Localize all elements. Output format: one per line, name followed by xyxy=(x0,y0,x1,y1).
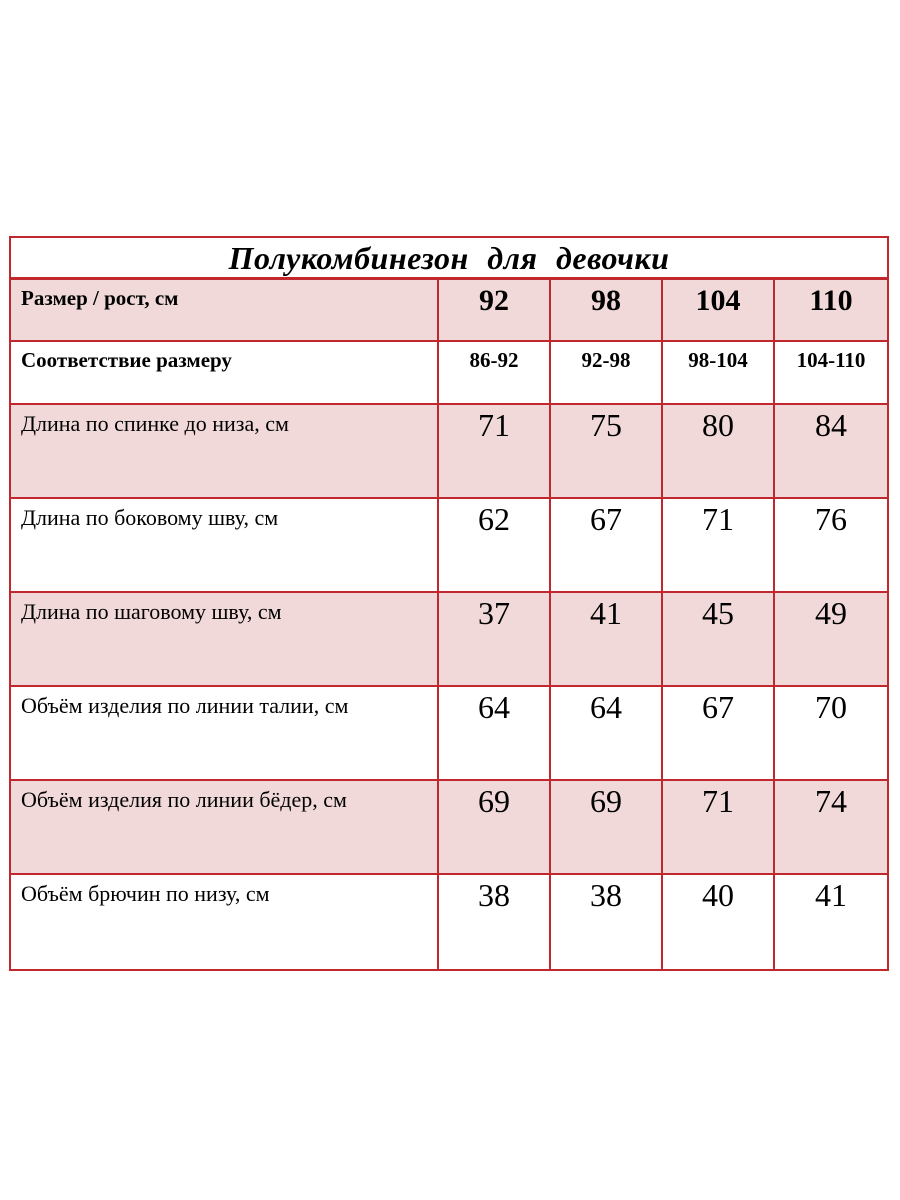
measurement-value: 84 xyxy=(815,407,847,443)
size-header-label: Размер / рост, см xyxy=(11,280,439,340)
table-title-row xyxy=(11,238,887,280)
measurement-value: 40 xyxy=(663,875,775,969)
size-header-98: 98 xyxy=(551,280,663,340)
measurement-label: Объём брючин по низу, см xyxy=(11,875,439,969)
measurement-value: 62 xyxy=(439,499,551,591)
measurement-value: 38 xyxy=(551,875,663,969)
measurement-value: 80 xyxy=(663,405,775,497)
measurement-value: 37 xyxy=(439,593,551,685)
size-correspondence-row xyxy=(11,342,887,405)
measurement-value: 74 xyxy=(815,783,847,819)
table-row xyxy=(11,593,887,687)
measurement-value: 49 xyxy=(815,595,847,631)
measurement-label: Длина по боковому шву, см xyxy=(11,499,439,591)
table-row xyxy=(11,687,887,781)
size-header-92: 92 xyxy=(439,280,551,340)
measurement-value: 71 xyxy=(663,499,775,591)
table-row xyxy=(11,875,887,969)
measurement-value: 69 xyxy=(551,781,663,873)
correspondence-value: 104-110 xyxy=(796,348,866,372)
size-chart-table xyxy=(9,236,889,971)
correspondence-value: 92-98 xyxy=(551,342,663,403)
measurement-label: Объём изделия по линии талии, см xyxy=(11,687,439,779)
measurement-label: Длина по шаговому шву, см xyxy=(11,593,439,685)
measurement-value: 71 xyxy=(439,405,551,497)
measurement-value: 41 xyxy=(551,593,663,685)
table-row xyxy=(11,405,887,499)
correspondence-label: Соответствие размеру xyxy=(11,342,439,403)
correspondence-value: 86-92 xyxy=(439,342,551,403)
measurement-value: 45 xyxy=(663,593,775,685)
correspondence-value: 98-104 xyxy=(663,342,775,403)
measurement-label: Длина по спинке до низа, см xyxy=(11,405,439,497)
measurement-value: 76 xyxy=(815,501,847,537)
table-row xyxy=(11,781,887,875)
table-row xyxy=(11,499,887,593)
size-header-110: 110 xyxy=(809,284,853,317)
measurement-value: 41 xyxy=(815,877,847,913)
size-header-104: 104 xyxy=(663,280,775,340)
measurement-value: 69 xyxy=(439,781,551,873)
measurement-value: 67 xyxy=(663,687,775,779)
table-title: Полукомбинезон для девочки xyxy=(228,239,670,276)
measurement-value: 64 xyxy=(439,687,551,779)
measurement-value: 71 xyxy=(663,781,775,873)
measurement-value: 70 xyxy=(815,689,847,725)
measurement-label: Объём изделия по линии бёдер, см xyxy=(11,781,439,873)
size-header-row xyxy=(11,280,887,342)
measurement-value: 64 xyxy=(551,687,663,779)
measurement-value: 38 xyxy=(439,875,551,969)
measurement-value: 67 xyxy=(551,499,663,591)
measurement-value: 75 xyxy=(551,405,663,497)
